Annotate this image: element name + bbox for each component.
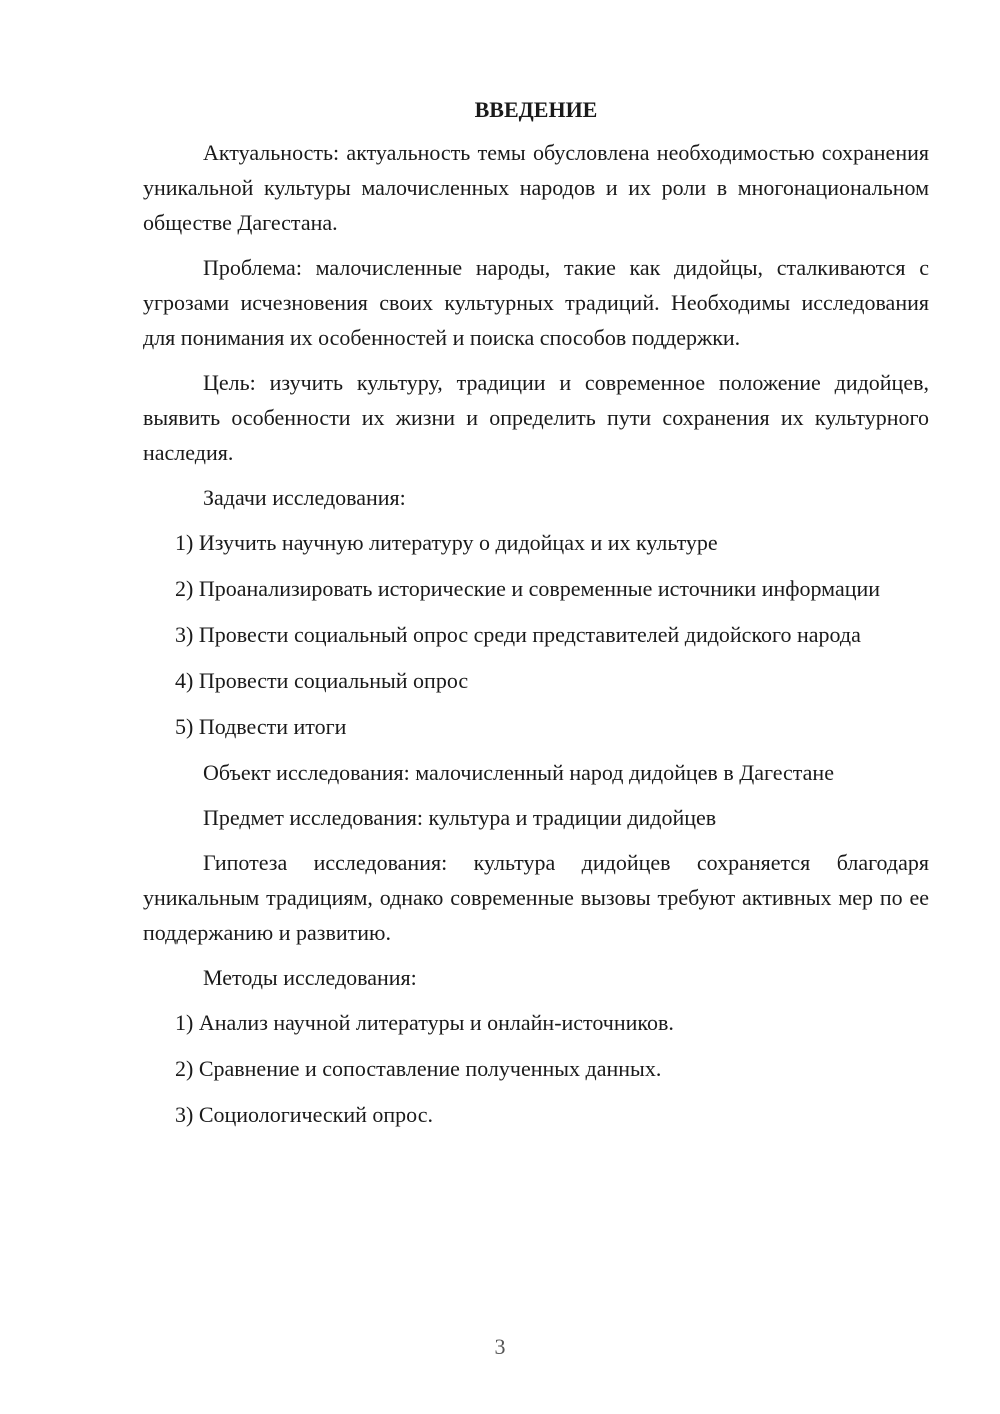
relevance-paragraph: Актуальность: актуальность темы обусловлена необходимостью сохранения уникальной культуры малочисленных народов и их роли в многонациональном обществе Дагестана. xyxy=(143,140,929,235)
task-item: 4) Провести социальный опрос xyxy=(175,668,469,693)
page-number: 3 xyxy=(494,1334,506,1359)
method-item: 1) Анализ научной литературы и онлайн-источников. xyxy=(175,1010,674,1035)
section-title: ВВЕДЕНИЕ xyxy=(474,97,598,122)
problem-paragraph: Проблема: малочисленные народы, такие как дидойцы, сталкиваются с угрозами исчезновения своих культурных традиций. Необходимы исследования для понимания их особенностей и поиска способов поддержки. xyxy=(143,255,929,350)
hypothesis-paragraph: Гипотеза исследования: культура дидойцев сохраняется благодаря уникальным традициям, однако современные вызовы требуют активных мер по ее поддержанию и развитию. xyxy=(143,850,929,945)
object-paragraph: Объект исследования: малочисленный народ дидойцев в Дагестане xyxy=(203,760,834,785)
method-item: 2) Сравнение и сопоставление полученных данных. xyxy=(175,1056,662,1081)
document-page xyxy=(143,92,929,1143)
goal-paragraph: Цель: изучить культуру, традиции и современное положение дидойцев, выявить особенности их жизни и определить пути сохранения их культурного наследия. xyxy=(143,370,929,465)
subject-paragraph: Предмет исследования: культура и традиции дидойцев xyxy=(203,805,717,830)
tasks-heading: Задачи исследования: xyxy=(203,485,406,510)
task-item: 5) Подвести итоги xyxy=(175,714,347,739)
methods-heading: Методы исследования: xyxy=(203,965,417,990)
task-item: 3) Провести социальный опрос среди представителей дидойского народа xyxy=(175,622,861,647)
task-item: 1) Изучить научную литературу о дидойцах и их культуре xyxy=(175,530,718,555)
method-item: 3) Социологический опрос. xyxy=(175,1102,433,1127)
task-item: 2) Проанализировать исторические и современные источники информации xyxy=(175,576,881,601)
